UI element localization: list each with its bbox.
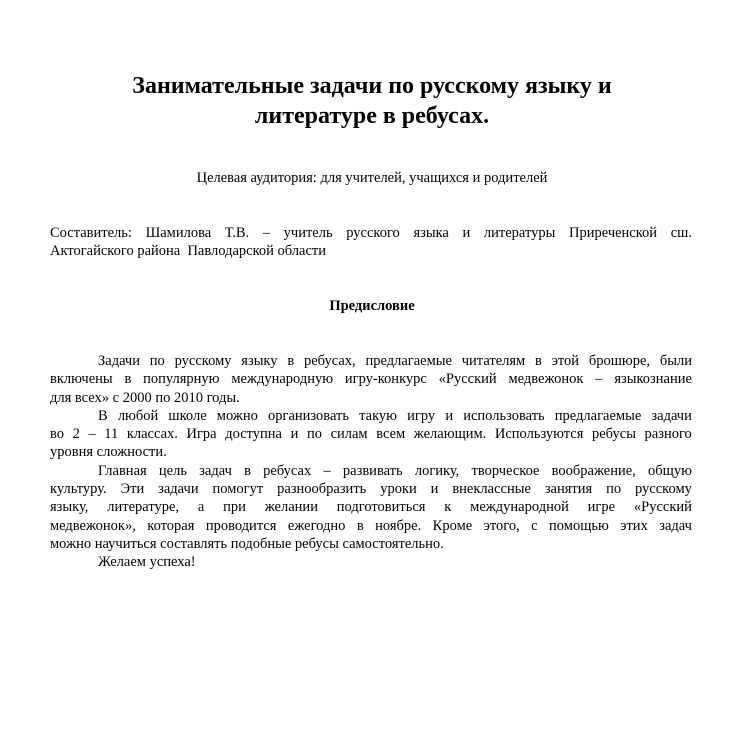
word: языку: [241, 353, 278, 369]
word: проводится: [205, 517, 277, 534]
word: внеклассные: [452, 481, 531, 498]
word: в: [244, 462, 251, 479]
word: –: [323, 462, 331, 479]
word: предлагаемые: [554, 407, 642, 424]
document-title: [60, 71, 684, 131]
word: В: [98, 407, 108, 424]
word: игру: [407, 407, 436, 424]
word: языку,: [50, 499, 89, 516]
word: силам: [330, 426, 368, 443]
word: по: [306, 426, 322, 443]
word: цель: [158, 462, 187, 479]
word: медвежонок»,: [50, 517, 136, 534]
word: помощью: [549, 517, 609, 534]
word: «Русский: [633, 499, 692, 516]
word: и: [445, 407, 454, 424]
word: уроки: [380, 481, 417, 498]
text-line: [50, 480, 692, 498]
preface-heading: Предисловие: [329, 298, 415, 314]
word: организовать: [268, 407, 349, 424]
word: Шамилова: [145, 225, 212, 241]
word: Кроме: [432, 517, 473, 534]
word: такую: [359, 407, 397, 424]
word: Игра: [186, 426, 217, 443]
word: любой: [117, 407, 159, 424]
word: Задачи: [98, 353, 140, 369]
word: и: [430, 481, 439, 498]
word: включены: [50, 371, 113, 388]
word: и: [290, 426, 299, 443]
word: учитель: [283, 225, 333, 241]
word: игре: [587, 499, 616, 516]
text-line: [50, 370, 692, 388]
word: задач: [199, 462, 232, 479]
word: задачи: [158, 481, 199, 498]
word: литературе,: [107, 499, 180, 516]
text-line: [50, 352, 692, 370]
text-line: [50, 553, 692, 571]
paragraph: [50, 352, 692, 407]
word: для всех» с 2000 по 2010 годы.: [50, 389, 240, 406]
word: в: [535, 353, 542, 369]
word: –: [595, 371, 603, 388]
paragraph: [50, 462, 692, 553]
text-line: [50, 407, 692, 425]
word: Приреченской: [569, 225, 658, 241]
word: занятия: [544, 481, 593, 498]
word: ребусах: [263, 462, 312, 479]
word: Эти: [120, 481, 145, 498]
word: 11: [104, 426, 119, 443]
preface-body: [50, 352, 692, 572]
word: этого,: [483, 517, 520, 534]
word: творческое: [471, 462, 540, 479]
word: с: [531, 517, 538, 534]
word: при: [223, 499, 246, 516]
text-line: [50, 462, 692, 480]
author-line-1: [50, 224, 692, 242]
word: задач: [659, 517, 692, 534]
word: языкознание: [614, 371, 692, 388]
title-line-2: литературе в ребусах.: [254, 103, 490, 129]
word: а: [197, 499, 205, 516]
word: которая: [147, 517, 195, 534]
word: всем: [376, 426, 406, 443]
word: общую: [648, 462, 692, 479]
word: и: [462, 225, 471, 241]
word: ноябре.: [375, 517, 422, 534]
word: международную: [231, 371, 334, 388]
word: по: [149, 353, 165, 369]
word: можно: [216, 407, 258, 424]
paragraph: [50, 553, 692, 571]
word: ежегодно: [287, 517, 346, 534]
word: к: [444, 499, 452, 516]
word: логику,: [414, 462, 460, 479]
word: –: [88, 426, 96, 443]
word: в: [287, 353, 295, 369]
word: культуру.: [50, 481, 107, 498]
word: в: [124, 371, 132, 388]
word: помогут: [212, 481, 264, 498]
word: ребусы: [592, 426, 636, 443]
word: литературы: [483, 225, 556, 241]
text-line: [50, 517, 692, 535]
word: использовать: [463, 407, 545, 424]
word: 2: [72, 426, 80, 443]
text-line: [50, 535, 692, 553]
word: развивать: [342, 462, 403, 479]
word: можно научиться составлять подобные ребусы самостоятельно.: [50, 535, 444, 552]
word: по: [606, 481, 622, 498]
word: Используются: [494, 426, 584, 443]
word: желающим.: [413, 426, 487, 443]
text-line: [50, 443, 692, 461]
word: разнообразить: [277, 481, 367, 498]
target-audience: Целевая аудитория: для учителей, учащихся и родителей: [196, 170, 548, 186]
word: Т.В.: [224, 225, 250, 241]
word: классах.: [126, 426, 178, 443]
word: брошюре,: [588, 353, 651, 369]
word: русскому: [635, 481, 692, 498]
word: русского: [346, 225, 400, 241]
word: ребусах,: [303, 353, 356, 369]
word: популярную: [143, 371, 220, 388]
word: этой: [551, 353, 580, 369]
text-line: [50, 425, 692, 443]
word: русскому: [174, 353, 232, 369]
word: доступна: [225, 426, 282, 443]
word: читателям: [461, 353, 526, 369]
word: предлагаемые: [365, 353, 452, 369]
word: Желаем успеха!: [98, 554, 196, 571]
word: языка: [413, 225, 449, 241]
word: желании: [264, 499, 318, 516]
word: были: [659, 353, 692, 369]
word: школе: [168, 407, 207, 424]
word: уровня сложности.: [50, 444, 167, 461]
word: задачи: [651, 407, 692, 424]
word: –: [262, 225, 271, 241]
author-line-2: Актогайского района Павлодарской области: [50, 243, 327, 259]
word: во: [50, 426, 64, 443]
word: подготовиться: [336, 499, 426, 516]
text-line: [50, 498, 692, 516]
word: Главная: [98, 462, 147, 479]
word: сш.: [670, 225, 692, 241]
word: международной: [470, 499, 569, 516]
word: разного: [644, 426, 692, 443]
word: воображение,: [551, 462, 636, 479]
author-info: [50, 224, 692, 260]
word: Составитель:: [50, 225, 132, 241]
word: этих: [620, 517, 648, 534]
word: «Русский: [438, 371, 497, 388]
text-line: [50, 389, 692, 407]
word: в: [356, 517, 364, 534]
paragraph: [50, 407, 692, 462]
word: игру-конкурс: [344, 371, 427, 388]
title-line-1: Занимательные задачи по русскому языку и: [132, 73, 612, 99]
word: медвежонок: [508, 371, 584, 388]
